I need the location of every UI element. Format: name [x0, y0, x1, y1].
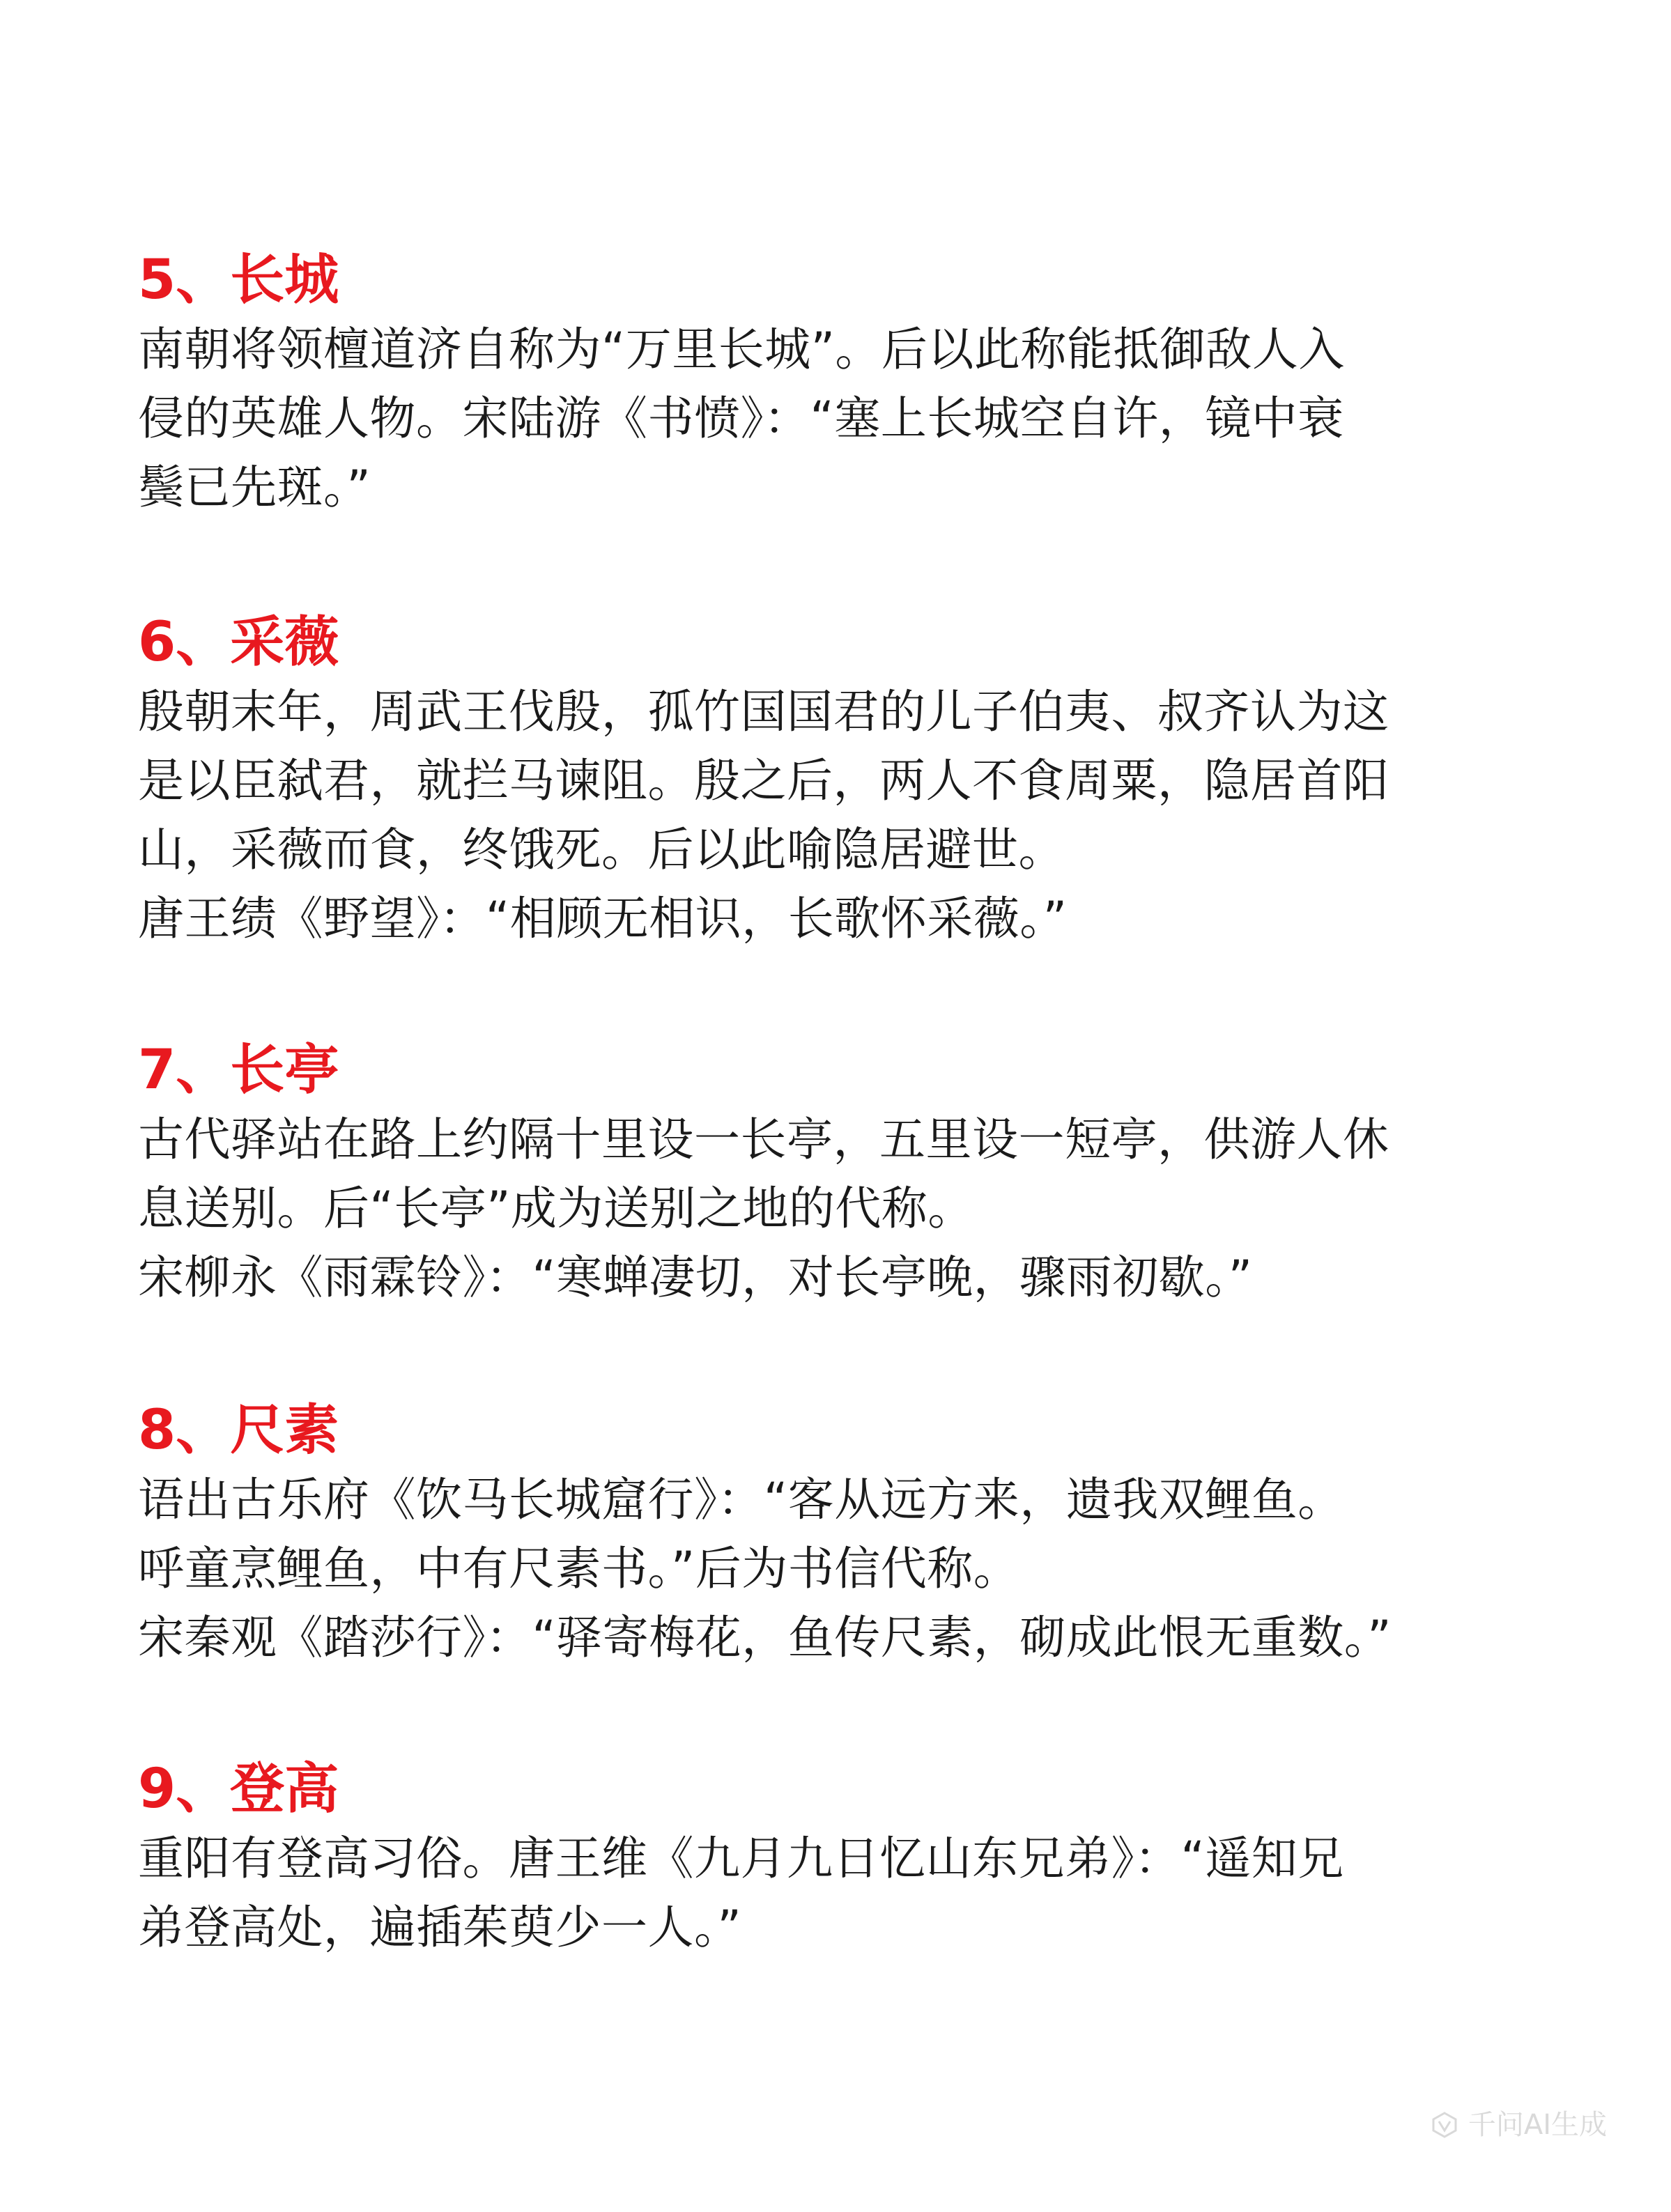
watermark-text: 千问AI生成	[1468, 2109, 1607, 2141]
body-line: 唐王绩《野望》：“相顾无相识，长歌怀采薇。”	[138, 892, 1068, 945]
body-line: 息送别。后“长亭”成为送别之地的代称。	[138, 1182, 974, 1235]
section-8	[138, 1395, 1539, 1672]
section-heading: 7、长亭	[138, 1039, 339, 1101]
body-line: 南朝将领檀道济自称为“万里长城”。后以此称能抵御敌人入	[138, 323, 1345, 376]
section-heading: 8、尺素	[138, 1399, 339, 1462]
section-7	[138, 1035, 1539, 1312]
section-6	[138, 608, 1539, 953]
body-line: 鬓已先斑。”	[138, 461, 371, 514]
body-line: 呼童烹鲤鱼，中有尺素书。”后为书信代称。	[138, 1542, 1020, 1595]
section-heading: 5、长城	[138, 249, 339, 311]
body-line: 宋秦观《踏莎行》：“驿寄梅花，鱼传尺素，砌成此恨无重数。”	[138, 1611, 1392, 1664]
body-line: 是以臣弑君，就拦马谏阻。殷之后，两人不食周粟，隐居首阳	[138, 754, 1389, 807]
body-line: 宋柳永《雨霖铃》：“寒蝉凄切，对长亭晚，骤雨初歇。”	[138, 1251, 1253, 1304]
section-5	[138, 245, 1539, 522]
body-line: 语出古乐府《饮马长城窟行》：“客从远方来，遗我双鲤鱼。	[138, 1473, 1344, 1526]
section-9	[138, 1754, 1539, 1962]
body-line: 重阳有登高习俗。唐王维《九月九日忆山东兄弟》：“遥知兄	[138, 1832, 1344, 1885]
body-line: 弟登高处，遍插茱萸少一人。”	[138, 1901, 742, 1954]
ai-watermark	[1431, 2105, 1607, 2144]
qwen-logo-icon	[1431, 2111, 1458, 2139]
body-line: 古代驿站在路上约隔十里设一长亭，五里设一短亭，供游人休	[138, 1113, 1389, 1166]
body-line: 侵的英雄人物。宋陆游《书愤》：“塞上长城空自许，镜中衰	[138, 392, 1344, 445]
body-line: 殷朝末年，周武王伐殷，孤竹国国君的儿子伯夷、叔齐认为这	[138, 685, 1389, 738]
body-line: 山，采薇而食，终饿死。后以此喻隐居避世。	[138, 823, 1065, 876]
section-heading: 9、登高	[138, 1758, 339, 1820]
section-heading: 6、采薇	[138, 611, 339, 674]
